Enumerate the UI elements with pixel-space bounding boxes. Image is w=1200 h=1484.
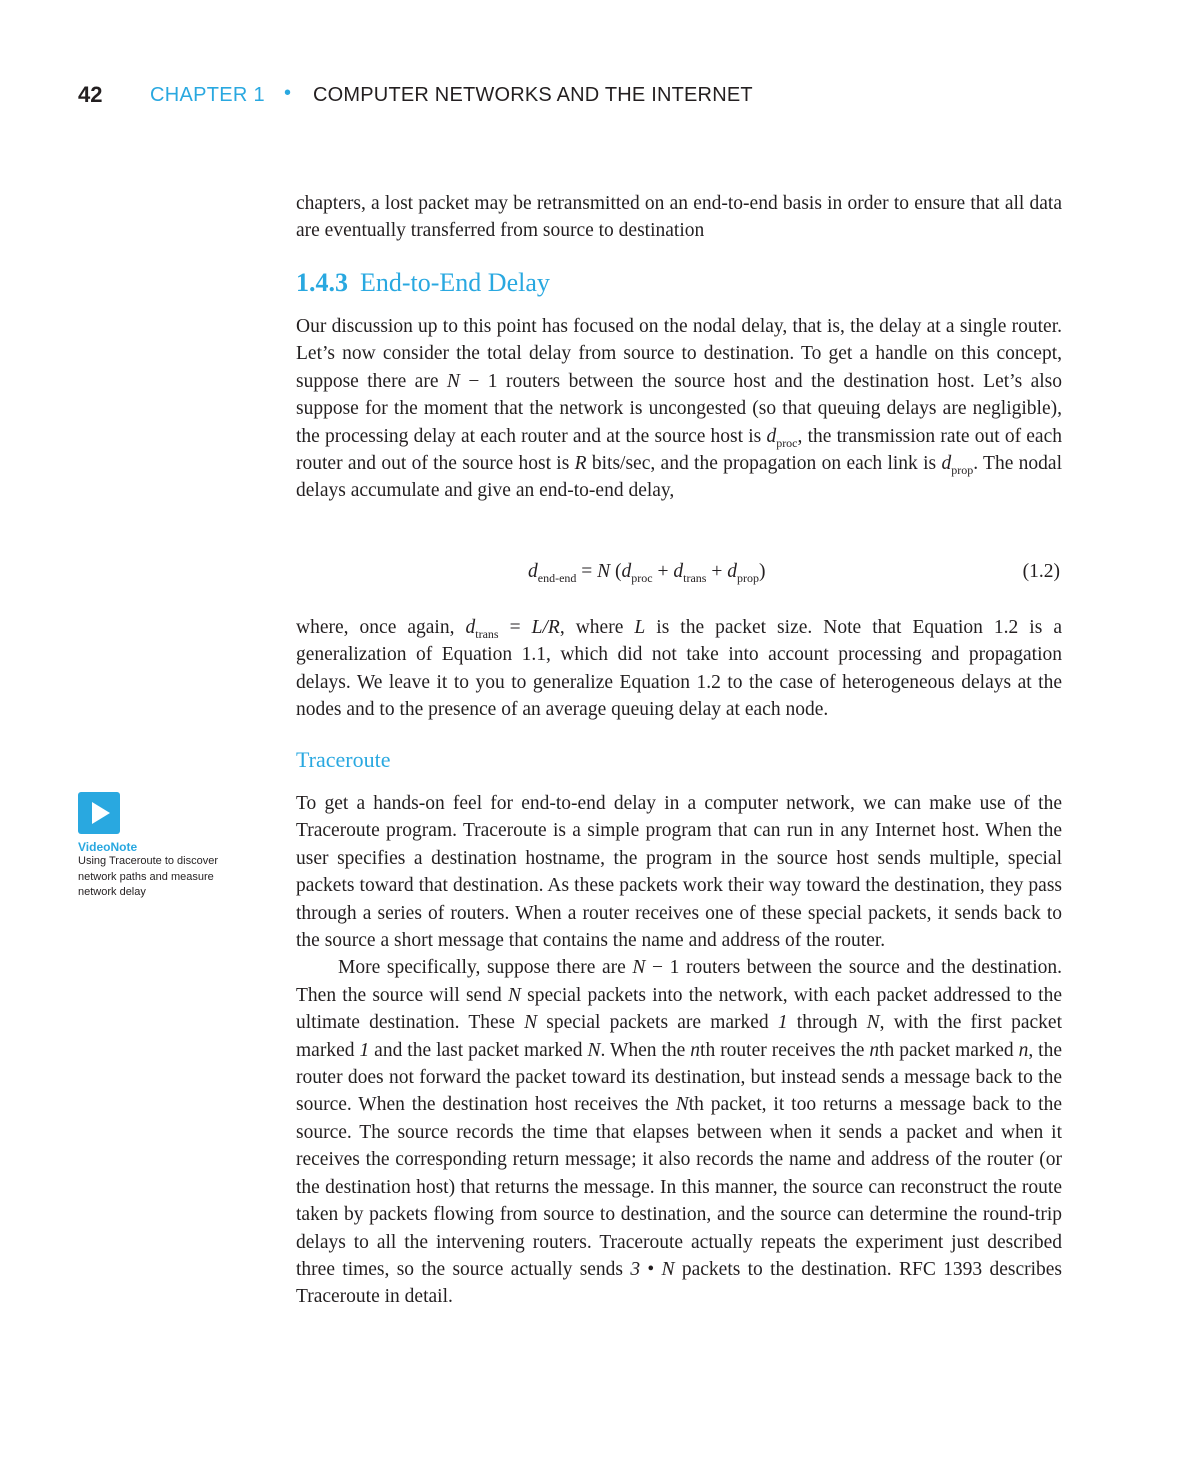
math-var: N	[587, 1039, 601, 1061]
video-note[interactable]	[78, 792, 218, 901]
text-run: , with the first packet marked	[296, 1012, 1062, 1061]
text-run: − 1 routers between the source and the destination. Then the source will send	[296, 957, 1063, 1006]
math-subscript: end-end	[537, 571, 577, 585]
text-run: . When the	[600, 1039, 691, 1061]
paragraph-block-1	[296, 313, 1062, 505]
math-subscript: prop	[736, 571, 759, 585]
math-var: N	[661, 1258, 675, 1280]
math-var: N	[507, 984, 521, 1006]
text-run: th packet marked	[879, 1039, 1019, 1061]
math-var: n	[869, 1039, 880, 1061]
text-run: through	[787, 1012, 867, 1034]
chapter-title: COMPUTER NETWORKS AND THE INTERNET	[313, 84, 753, 106]
running-head	[0, 82, 1200, 112]
text-run: packets to the destination. RFC 1393 describes Traceroute in detail.	[296, 1258, 1062, 1308]
math-op: )	[758, 561, 766, 582]
math-var: 1	[777, 1012, 788, 1034]
math-var: L	[634, 617, 646, 638]
section-heading	[296, 268, 550, 298]
text-run: , the transmission rate out of each router and out of the source host is	[296, 425, 1062, 475]
paragraph-nodal-delay	[296, 313, 1062, 505]
math-var: L/R	[531, 617, 560, 638]
math-op: +	[652, 561, 674, 582]
text-run: special packets are marked	[537, 1012, 778, 1034]
text-run: − 1 routers between the source host and the destination host. Let’s also suppose for the moment that the network is uncongested (so that queuing delays are negligible), the processing delay at each router and at the source host is	[296, 370, 1062, 447]
text-run: is the packet size. Note that Equation 1.2 is a generalization of Equation 1.1, which did not take into account processing and propagation delays. We leave it to you to generalize Equation 1.2 to the case of heterogeneous delays at the nodes and to the presence of an average queuing delay at each node.	[296, 617, 1062, 721]
text-run: , the router does not forward the packet toward its destination, but instead sends a message back to the source. When the destination host receives the	[296, 1039, 1062, 1116]
paragraph-block-2	[296, 614, 1062, 724]
math-var: N	[632, 957, 646, 979]
paragraph-traceroute-detail	[296, 954, 1062, 1310]
equation-number: (1.2)	[1022, 561, 1060, 582]
text-run: , where	[559, 617, 635, 638]
math-var: N	[675, 1094, 689, 1116]
math-var: d	[766, 425, 777, 447]
page-number: 42	[78, 82, 103, 107]
math-var: d	[673, 561, 684, 582]
section-title: End-to-End Delay	[360, 268, 550, 297]
math-var: N	[446, 370, 460, 392]
math-var: 1	[359, 1039, 370, 1061]
math-subscript: trans	[475, 627, 499, 641]
chapter-label: CHAPTER 1	[150, 84, 265, 106]
math-var: N	[524, 1012, 538, 1034]
math-var: N	[597, 561, 611, 582]
math-subscript: trans	[683, 571, 707, 585]
head-bullet: •	[284, 82, 292, 104]
video-note-text: Using Traceroute to discover network paths and measure network delay	[78, 855, 219, 898]
math-var: n	[690, 1039, 701, 1061]
math-subscript: proc	[631, 571, 653, 585]
text-run: bits/sec, and the propagation on each link is	[586, 453, 942, 475]
text-run: special packets into the network, with each packet addressed to the ultimate destination. These	[296, 984, 1062, 1034]
text-run: More specifically, suppose there are	[338, 957, 633, 979]
text-run: th router receives the	[700, 1039, 870, 1061]
text-run: •	[640, 1258, 662, 1280]
text-run: and the last packet marked	[369, 1039, 588, 1061]
math-var: d	[528, 561, 538, 582]
text-run: Our discussion up to this point has focused on the nodal delay, that is, the delay at a single router. Let’s now consider the total delay from source to destination. To get a handle on this concept, suppose there are	[296, 316, 1062, 392]
math-var: d	[727, 561, 737, 582]
paragraph-generalization	[296, 614, 1062, 724]
math-op: (	[610, 561, 622, 582]
video-note-label: VideoNote	[78, 840, 138, 854]
intro-paragraph-block	[296, 190, 1062, 245]
paragraph-traceroute-intro: To get a hands-on feel for end-to-end delay in a computer network, we can make use of the Traceroute program. Traceroute is a simple program that can run in any Internet host. When the user specifies a destination hostname, the program in the source host sends multiple, special packets toward that destination. As these packets work their way toward the destination, they pass through a series of routers. When a router receives one of these special packets, it sends back to the source a short message that contains the name and address of the router.	[296, 793, 1062, 952]
math-op: +	[706, 561, 728, 582]
math-subscript: proc	[776, 435, 798, 450]
math-var: d	[621, 561, 632, 582]
math-subscript: prop	[951, 463, 974, 478]
intro-paragraph: chapters, a lost packet may be retransmitted on an end-to-end basis in order to ensure that all data are eventually transferred from source to destination	[296, 193, 1062, 242]
math-var: d	[465, 617, 476, 638]
text-run: where, once again,	[296, 617, 466, 638]
section-number: 1.4.3	[296, 268, 348, 297]
math-op: =	[576, 561, 598, 582]
paragraph-block-3	[296, 790, 1062, 1311]
equation-1-2	[296, 561, 1062, 591]
math-var: N	[866, 1012, 880, 1034]
equation-expression	[528, 561, 765, 586]
text-run: . The nodal delays accumulate and give an end-to-end delay,	[296, 453, 1062, 502]
math-var: n	[1018, 1039, 1029, 1061]
math-var: d	[941, 453, 952, 475]
math-var: R	[574, 453, 587, 475]
play-icon[interactable]	[78, 792, 120, 834]
text-run: =	[498, 617, 532, 638]
math-var: 3	[630, 1258, 641, 1280]
subsection-heading: Traceroute	[296, 747, 391, 772]
text-run: th packet, it too returns a message back to the source. The source records the time that elapses between when it sends a packet and when it receives the corresponding return message; it also records the name and address of the router (or the destination host) that returns the message. In this manner, the source can reconstruct the route taken by packets flowing from source to destination, and the source can determine the round-trip delays to all the intervening routers. Traceroute actually repeats the experiment just described three times, so the source actually sends	[296, 1094, 1063, 1280]
